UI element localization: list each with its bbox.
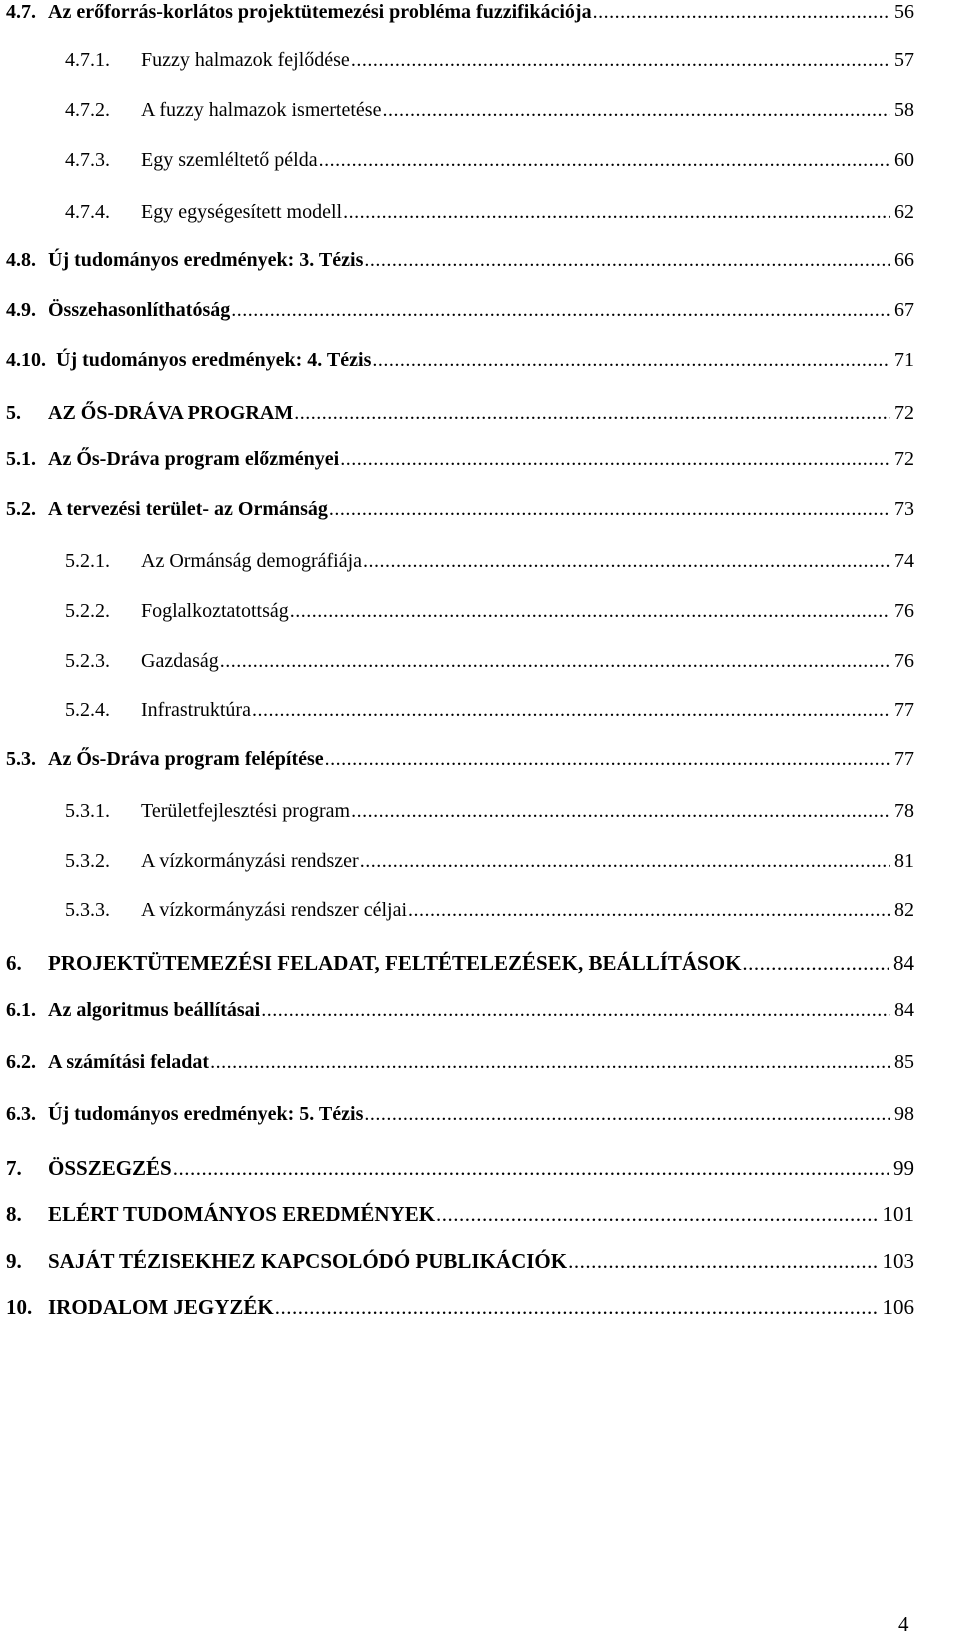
toc-entry-page: 106 bbox=[882, 1295, 914, 1319]
toc-entry-number: 6.3. bbox=[6, 1103, 36, 1125]
toc-dot-leader bbox=[290, 599, 890, 623]
toc-entry-5-3[interactable] bbox=[6, 747, 914, 771]
toc-entry-page: 67 bbox=[894, 299, 914, 321]
toc-entry-page: 56 bbox=[894, 1, 914, 23]
toc-entry-number: 4.7.4. bbox=[65, 201, 110, 223]
toc-entry-title: Az algoritmus beállításai bbox=[48, 999, 261, 1021]
toc-dot-leader bbox=[360, 849, 890, 873]
toc-entry-page: 78 bbox=[894, 800, 914, 822]
toc-dot-leader bbox=[408, 898, 890, 922]
toc-entry-number: 5.3. bbox=[6, 748, 36, 770]
toc-entry-page: 84 bbox=[893, 951, 914, 975]
toc-dot-leader bbox=[343, 200, 890, 224]
toc-entry-number: 5.3.3. bbox=[65, 899, 110, 921]
toc-dot-leader bbox=[261, 998, 890, 1022]
toc-entry-page: 60 bbox=[894, 149, 914, 171]
toc-entry-6-3[interactable] bbox=[6, 1102, 914, 1126]
toc-entry-number: 5.2.1. bbox=[65, 550, 110, 572]
toc-entry-6[interactable] bbox=[6, 951, 914, 975]
toc-entry-number: 5.2.4. bbox=[65, 699, 110, 721]
toc-entry-number: 6.2. bbox=[6, 1051, 36, 1073]
toc-entry-page: 85 bbox=[894, 1051, 914, 1073]
toc-entry-4-7-1[interactable] bbox=[65, 48, 914, 72]
toc-entry-7[interactable] bbox=[6, 1156, 914, 1180]
toc-entry-page: 103 bbox=[882, 1249, 914, 1273]
toc-dot-leader bbox=[363, 549, 890, 573]
toc-entry-title: Az Ős-Dráva program felépítése bbox=[48, 748, 324, 770]
toc-entry-5-3-1[interactable] bbox=[65, 799, 914, 823]
toc-entry-10[interactable] bbox=[6, 1295, 914, 1319]
toc-entry-number: 4.9. bbox=[6, 299, 36, 321]
toc-entry-title: Új tudományos eredmények: 5. Tézis bbox=[48, 1103, 364, 1125]
toc-dot-leader bbox=[252, 698, 890, 722]
toc-entry-page: 81 bbox=[894, 850, 914, 872]
toc-entry-number: 5.3.2. bbox=[65, 850, 110, 872]
toc-entry-number: 7. bbox=[6, 1156, 22, 1180]
toc-entry-page: 76 bbox=[894, 650, 914, 672]
toc-entry-page: 58 bbox=[894, 99, 914, 121]
toc-entry-title: Egy egységesített modell bbox=[141, 201, 343, 223]
toc-dot-leader bbox=[275, 1295, 879, 1319]
toc-dot-leader bbox=[742, 951, 889, 975]
toc-entry-5-2-3[interactable] bbox=[65, 649, 914, 673]
toc-entry-4-7-4[interactable] bbox=[65, 200, 914, 224]
toc-entry-page: 76 bbox=[894, 600, 914, 622]
toc-dot-leader bbox=[593, 0, 890, 24]
toc-dot-leader bbox=[319, 148, 890, 172]
toc-entry-6-1[interactable] bbox=[6, 998, 914, 1022]
toc-dot-leader bbox=[340, 447, 890, 471]
toc-entry-title: Területfejlesztési program bbox=[141, 800, 351, 822]
toc-dot-leader bbox=[436, 1202, 878, 1226]
toc-dot-leader bbox=[220, 649, 890, 673]
toc-entry-5-3-2[interactable] bbox=[65, 849, 914, 873]
toc-entry-title: ELÉRT TUDOMÁNYOS EREDMÉNYEK bbox=[48, 1202, 436, 1226]
toc-entry-title: A vízkormányzási rendszer bbox=[141, 850, 359, 872]
toc-entry-title: Egy szemléltető példa bbox=[141, 149, 318, 171]
toc-entry-title: Az erőforrás-korlátos projektütemezési probléma fuzzifikációja bbox=[48, 1, 592, 23]
toc-entry-number: 4.7.2. bbox=[65, 99, 110, 121]
toc-entry-title: Az Ős-Dráva program előzményei bbox=[48, 448, 340, 470]
toc-entry-number: 5.2. bbox=[6, 498, 36, 520]
toc-entry-page: 62 bbox=[894, 201, 914, 223]
toc-entry-title: ÖSSZEGZÉS bbox=[48, 1156, 172, 1180]
toc-dot-leader bbox=[382, 98, 890, 122]
toc-dot-leader bbox=[351, 48, 890, 72]
toc-entry-page: 84 bbox=[894, 999, 914, 1021]
toc-entry-page: 72 bbox=[894, 402, 914, 424]
toc-dot-leader bbox=[210, 1050, 890, 1074]
toc-entry-title: A fuzzy halmazok ismertetése bbox=[141, 99, 382, 121]
toc-dot-leader bbox=[351, 799, 890, 823]
toc-dot-leader bbox=[294, 401, 890, 425]
toc-dot-leader bbox=[231, 298, 890, 322]
toc-entry-number: 6. bbox=[6, 951, 22, 975]
toc-entry-title: Infrastruktúra bbox=[141, 699, 251, 721]
toc-dot-leader bbox=[364, 1102, 890, 1126]
toc-entry-4-7[interactable] bbox=[6, 0, 914, 24]
toc-entry-title: Új tudományos eredmények: 4. Tézis bbox=[56, 349, 372, 371]
toc-entry-number: 4.10. bbox=[6, 349, 46, 371]
toc-entry-page: 73 bbox=[894, 498, 914, 520]
toc-entry-number: 5. bbox=[6, 402, 21, 424]
toc-entry-8[interactable] bbox=[6, 1202, 914, 1226]
toc-entry-page: 71 bbox=[894, 349, 914, 371]
toc-entry-5-1[interactable] bbox=[6, 447, 914, 471]
toc-dot-leader bbox=[364, 248, 890, 272]
toc-entry-title: A tervezési terület- az Ormánság bbox=[48, 498, 328, 520]
toc-entry-number: 10. bbox=[6, 1295, 33, 1319]
toc-entry-page: 82 bbox=[894, 899, 914, 921]
toc-entry-title: IRODALOM JEGYZÉK bbox=[48, 1295, 274, 1319]
toc-entry-title: Gazdaság bbox=[141, 650, 219, 672]
toc-entry-4-9[interactable] bbox=[6, 298, 914, 322]
toc-entry-page: 66 bbox=[894, 249, 914, 271]
toc-entry-page: 72 bbox=[894, 448, 914, 470]
toc-entry-number: 5.2.3. bbox=[65, 650, 110, 672]
toc-entry-page: 74 bbox=[894, 550, 914, 572]
toc-entry-number: 5.2.2. bbox=[65, 600, 110, 622]
toc-entry-page: 101 bbox=[882, 1202, 914, 1226]
toc-entry-page: 99 bbox=[893, 1156, 914, 1180]
toc-entry-number: 4.7.3. bbox=[65, 149, 110, 171]
toc-dot-leader bbox=[325, 747, 890, 771]
toc-entry-title: Új tudományos eredmények: 3. Tézis bbox=[48, 249, 364, 271]
toc-entry-title: AZ ŐS-DRÁVA PROGRAM bbox=[48, 402, 294, 424]
toc-entry-9[interactable] bbox=[6, 1249, 914, 1273]
toc-entry-5-3-3[interactable] bbox=[65, 898, 914, 922]
toc-entry-title: Összehasonlíthatóság bbox=[48, 299, 231, 321]
toc-entry-title: Foglalkoztatottság bbox=[141, 600, 289, 622]
toc-entry-number: 5.1. bbox=[6, 448, 36, 470]
toc-dot-leader bbox=[173, 1156, 889, 1180]
toc-entry-4-7-2[interactable] bbox=[65, 98, 914, 122]
toc-entry-title: Az Ormánság demográfiája bbox=[141, 550, 363, 572]
toc-entry-4-10[interactable] bbox=[6, 348, 914, 372]
toc-entry-5-2-1[interactable] bbox=[65, 549, 914, 573]
toc-dot-leader bbox=[329, 497, 890, 521]
toc-entry-4-7-3[interactable] bbox=[65, 148, 914, 172]
toc-entry-number: 4.8. bbox=[6, 249, 36, 271]
page-number: 4 bbox=[898, 1612, 909, 1636]
toc-entry-title: PROJEKTÜTEMEZÉSI FELADAT, FELTÉTELEZÉSEK, BEÁLLÍTÁSOK bbox=[48, 951, 742, 975]
toc-entry-page: 98 bbox=[894, 1103, 914, 1125]
toc-entry-5[interactable] bbox=[6, 401, 914, 425]
toc-entry-page: 77 bbox=[894, 699, 914, 721]
toc-entry-5-2-2[interactable] bbox=[65, 599, 914, 623]
toc-entry-number: 4.7. bbox=[6, 1, 36, 23]
toc-entry-number: 6.1. bbox=[6, 999, 36, 1021]
toc-entry-number: 4.7.1. bbox=[65, 49, 110, 71]
toc-entry-title: Fuzzy halmazok fejlődése bbox=[141, 49, 350, 71]
toc-entry-number: 8. bbox=[6, 1202, 22, 1226]
toc-entry-page: 57 bbox=[894, 49, 914, 71]
toc-entry-number: 5.3.1. bbox=[65, 800, 110, 822]
toc-entry-title: SAJÁT TÉZISEKHEZ KAPCSOLÓDÓ PUBLIKÁCIÓK bbox=[48, 1249, 568, 1273]
toc-entry-5-2[interactable] bbox=[6, 497, 914, 521]
toc-entry-number: 9. bbox=[6, 1249, 22, 1273]
toc-dot-leader bbox=[372, 348, 890, 372]
toc-entry-5-2-4[interactable] bbox=[65, 698, 914, 722]
toc-entry-title: A vízkormányzási rendszer céljai bbox=[141, 899, 407, 921]
toc-entry-page: 77 bbox=[894, 748, 914, 770]
toc-entry-title: A számítási feladat bbox=[48, 1051, 210, 1073]
toc-entry-6-2[interactable] bbox=[6, 1050, 914, 1074]
toc-dot-leader bbox=[568, 1249, 878, 1273]
toc-entry-4-8[interactable] bbox=[6, 248, 914, 272]
